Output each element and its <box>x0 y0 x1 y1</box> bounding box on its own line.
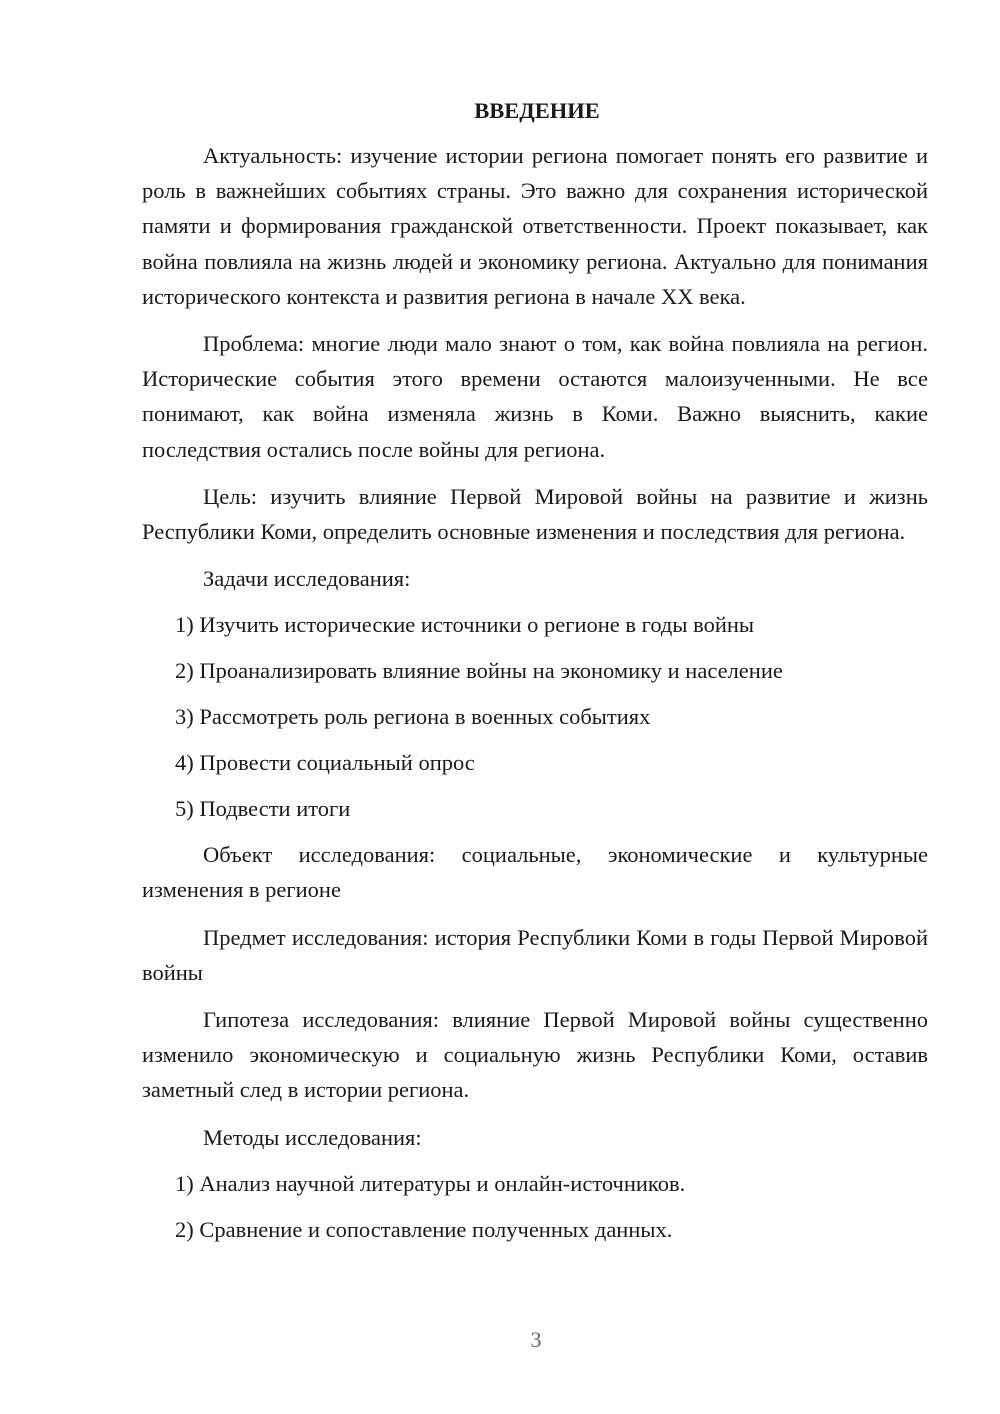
object-paragraph: Объект исследования: социальные, экономические и культурные изменения в регионе <box>142 842 928 903</box>
tasks-list <box>142 607 928 826</box>
list-item: 2) Проанализировать влияние войны на экономику и население <box>175 658 783 684</box>
hypothesis-paragraph: Гипотеза исследования: влияние Первой Мировой войны существенно изменило экономическую и социальную жизнь Республики Коми, оставив заметный след в истории региона. <box>142 1007 928 1103</box>
relevance-paragraph: Актуальность: изучение истории региона помогает понять его развитие и роль в важнейших событиях страны. Это важно для сохранения исторической памяти и формирования гражданской ответственности. Проект показывает, как война повлияла на жизнь людей и экономику региона. Актуально для понимания исторического контекста и развития региона в начале XX века. <box>142 143 928 309</box>
goal-paragraph: Цель: изучить влияние Первой Мировой войны на развитие и жизнь Республики Коми, определить основные изменения и последствия для региона. <box>142 483 928 545</box>
list-item: 5) Подвести итоги <box>175 796 351 822</box>
problem-paragraph: Проблема: многие люди мало знают о том, как война повлияла на регион. Исторические события этого времени остаются малоизученными. Не все понимают, как война изменяла жизнь в Коми. Важно выяснить, какие последствия остались после войны для региона. <box>142 331 928 462</box>
list-item: 1) Изучить исторические источники о регионе в годы войны <box>175 612 755 638</box>
list-item: 1) Анализ научной литературы и онлайн-источников. <box>175 1170 686 1196</box>
page-title: ВВЕДЕНИЕ <box>474 98 600 123</box>
tasks-heading: Задачи исследования: <box>203 566 411 592</box>
methods-heading: Методы исследования: <box>203 1124 422 1150</box>
subject-paragraph: Предмет исследования: история Республики Коми в годы Первой Мировой войны <box>142 924 928 985</box>
page-number: 3 <box>530 1327 542 1352</box>
list-item: 4) Провести социальный опрос <box>175 750 475 776</box>
list-item: 2) Сравнение и сопоставление полученных данных. <box>175 1216 673 1242</box>
methods-list <box>142 1166 928 1247</box>
list-item: 3) Рассмотреть роль региона в военных событиях <box>175 704 651 730</box>
document-page <box>142 95 928 1258</box>
